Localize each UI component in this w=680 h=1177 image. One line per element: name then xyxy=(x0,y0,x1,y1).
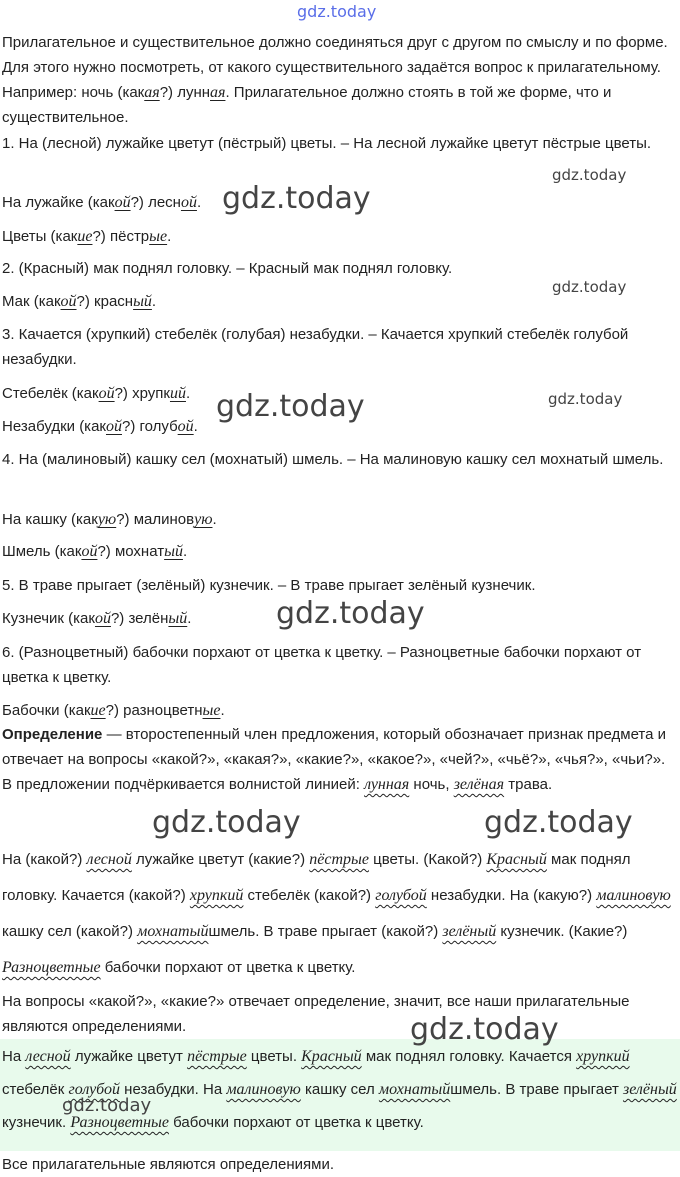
definition-term: Определение xyxy=(2,726,103,743)
watermark: gdz.today xyxy=(276,596,425,631)
analysis-3a: Стебелёк (какой?) хрупкий. xyxy=(2,385,191,402)
analysis-2a: Мак (какой?) красный. xyxy=(2,293,157,310)
analysis-1b: Цветы (какие?) пёстрые. xyxy=(2,228,172,245)
conclusion-paragraph: На вопросы «какой?», «какие?» отвечает определение, значит, все наши прилагательные являются определениями. xyxy=(2,993,630,1035)
answer-paragraph: На лесной лужайке цветут пёстрые цветы. Красный мак поднял головку. Качается хрупкий стебелёк голубой незабудки. На малиновую кашку сел мохнатыйшмель. В траве прыгает зелёный кузнечик. Разноцветные бабочки порхают от цветка к цветку. xyxy=(2,1048,677,1131)
sentence-2: 2. (Красный) мак поднял головку. – Красный мак поднял головку. xyxy=(2,260,453,277)
sentence-3: 3. Качается (хрупкий) стебелёк (голубая) незабудки. – Качается хрупкий стебелёк голубой незабудки. xyxy=(2,326,629,368)
analysis-6a: Бабочки (какие?) разноцветные. xyxy=(2,702,225,719)
ending: ая xyxy=(144,84,160,101)
ending: ая xyxy=(210,84,226,101)
analysis-4b: Шмель (какой?) мохнатый. xyxy=(2,543,188,560)
summary-paragraph: На (какой?) лесной лужайке цветут (какие?) пёстрые цветы. (Какой?) Красный мак поднял головку. Качается (какой?) хрупкий стебелёк (какой?) голубой незабудки. На (какую?) малиновую кашку сел (какой?) мохнатыйшмель. В траве прыгает (какой?) зелёный кузнечик. (Какие?) Разноцветные бабочки порхают от цветка к цветку. xyxy=(2,851,671,976)
watermark: gdz.today xyxy=(552,166,627,184)
watermark: gdz.today xyxy=(216,389,365,424)
watermark: gdz.today xyxy=(152,805,301,840)
sentence-5: 5. В траве прыгает (зелёный) кузнечик. – В траве прыгает зелёный кузнечик. xyxy=(2,577,536,594)
watermark: gdz.today xyxy=(548,390,623,408)
final-paragraph: Все прилагательные являются определениями. xyxy=(2,1156,334,1173)
sentence-4: 4. На (малиновый) кашку сел (мохнатый) шмель. – На малиновую кашку сел мохнатый шмель. xyxy=(2,451,664,468)
definition-paragraph: Определение — второстепенный член предложения, который обозначает признак предмета и отвечает на вопросы «какой?», «какая?», «какие?», «какое?», «чей?», «чьё?», «чья?», «чьи?». В предложении подчёркивается волнистой линией: лунная ночь, зелёная трава. xyxy=(2,726,667,793)
watermark: gdz.today xyxy=(484,805,633,840)
watermark: gdz.today xyxy=(410,1012,559,1047)
watermark: gdz.today xyxy=(222,181,371,216)
sentence-6: 6. (Разноцветный) бабочки порхают от цветка к цветку. – Разноцветные бабочки порхают от цветка к цветку. xyxy=(2,644,642,686)
analysis-3b: Незабудки (какой?) голубой. xyxy=(2,418,198,435)
watermark: gdz.today xyxy=(552,278,627,296)
analysis-4a: На кашку (какую?) малиновую. xyxy=(2,511,217,528)
intro-paragraph: Прилагательное и существительное должно соединяться друг с другом по смыслу и по форме. Для этого нужно посмотреть, от какого существительного задаётся вопрос к прилагательному. Например: ночь (какая?) лунная. Прилагательное должно стоять в той же форме, что и существительное. xyxy=(2,34,668,126)
analysis-5a: Кузнечик (какой?) зелёный. xyxy=(2,610,192,627)
analysis-1a: На лужайке (какой?) лесной. xyxy=(2,194,202,211)
watermark: gdz.today xyxy=(297,2,377,21)
sentence-1: 1. На (лесной) лужайке цветут (пёстрый) цветы. – На лесной лужайке цветут пёстрые цветы. xyxy=(2,135,652,152)
watermark: gdz.today xyxy=(62,1095,152,1116)
